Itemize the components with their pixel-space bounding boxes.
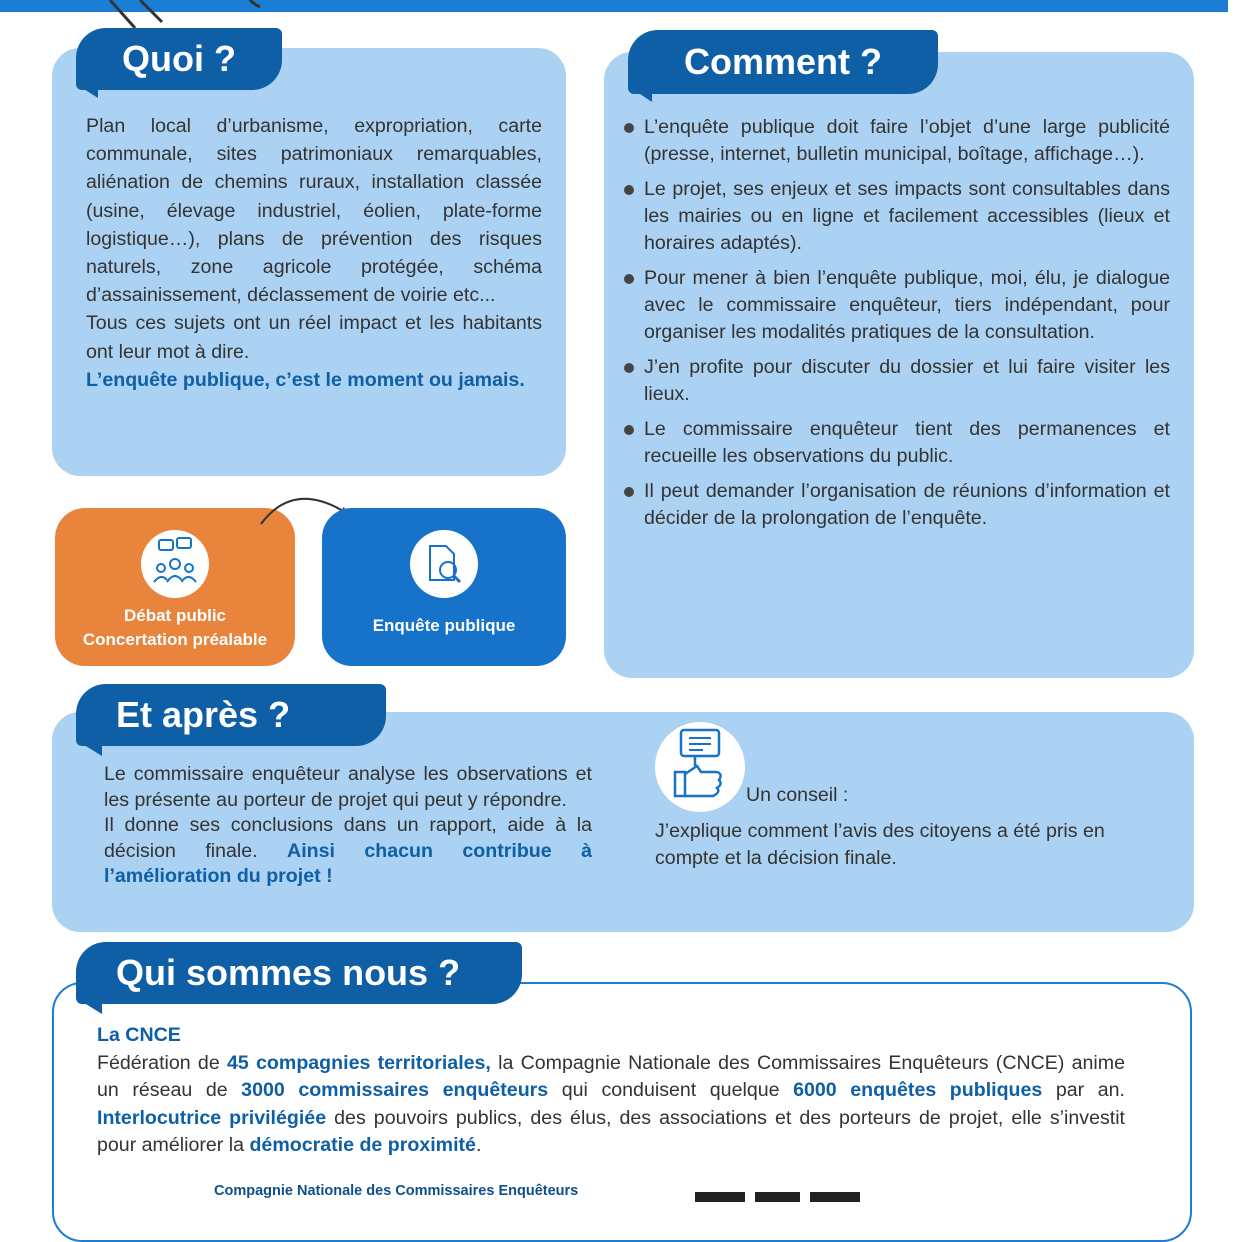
quoi-title-tab xyxy=(76,28,282,90)
qui-text-part: qui conduisent quelque xyxy=(548,1079,794,1102)
enquete-publique-card xyxy=(322,508,566,666)
comment-title: Comment ? xyxy=(684,41,882,82)
debat-line-2: Concertation préalable xyxy=(82,630,268,649)
debat-public-card xyxy=(55,508,295,666)
footer-logo-icon xyxy=(695,1190,860,1202)
qui-paragraph xyxy=(97,1050,1125,1160)
quoi-paragraph-1: Plan local d’urbanisme, expropriation, carte communale, sites patrimoniaux remarquables, aliénation de chemins ruraux, installation classée (usine, élevage industriel, éolien, plate-forme logistique…), plans de prévention des risques naturels, zone agricole protégée, schéma d’assainissement, déclassement de voirie etc... xyxy=(86,115,542,307)
conseil-title: Un conseil : xyxy=(746,784,849,806)
qui-highlight: 45 compagnies territoriales, xyxy=(226,1051,491,1074)
comment-item: Le projet, ses enjeux et ses impacts sont consultables dans les mairies ou en ligne et facilement accessibles (lieux et horaires adaptés). xyxy=(622,176,1170,257)
quoi-paragraph-2: Tous ces sujets ont un réel impact et les habitants ont leur mot à dire. xyxy=(86,312,542,363)
qui-subtitle: La CNCE xyxy=(97,1024,181,1046)
apres-title: Et après ? xyxy=(116,694,291,735)
footer-org-name: Compagnie Nationale des Commissaires Enquêteurs xyxy=(214,1183,579,1199)
qui-highlight: Interlocutrice privilégiée xyxy=(97,1106,327,1129)
comment-list xyxy=(622,114,1170,540)
debat-icon-circle xyxy=(141,530,209,598)
quoi-text xyxy=(86,112,542,394)
comment-item: J’en profite pour discuter du dossier et lui faire visiter les lieux. xyxy=(622,354,1170,408)
quoi-title: Quoi ? xyxy=(122,38,236,79)
enquete-icon-circle xyxy=(410,530,478,598)
document-search-icon xyxy=(410,530,478,598)
speech-bubbles-people-icon xyxy=(141,530,209,598)
qui-text-part: la Compagnie Nationale des Commissaires Enquêteurs (CNCE) anime un réseau de xyxy=(97,1051,1125,1102)
qui-highlight: 3000 commissaires enquêteurs xyxy=(241,1079,549,1102)
apres-title-tab xyxy=(76,684,386,746)
comment-item: L’enquête publique doit faire l’objet d’une large publicité (presse, internet, bulletin municipal, boîtage, affichage…). xyxy=(622,114,1170,168)
apres-paragraph-2 xyxy=(104,813,592,890)
conseil-icon-circle xyxy=(655,722,745,812)
comment-item: Le commissaire enquêteur tient des permanences et recueille les observations du public. xyxy=(622,416,1170,470)
comment-item: Pour mener à bien l’enquête publique, moi, élu, je dialogue avec le commissaire enquêteur, tiers indépendant, pour organiser les modalités pratiques de la consultation. xyxy=(622,265,1170,346)
apres-paragraph-1: Le commissaire enquêteur analyse les observations et les présente au porteur de projet qui peut y répondre. xyxy=(104,763,592,811)
apres-text xyxy=(104,762,592,890)
conseil-text: J’explique comment l’avis des citoyens a été pris en compte et la décision finale. xyxy=(655,820,1105,869)
qui-text-part: des pouvoirs publics, des élus, des associations et des porteurs de projet, elle s’investit pour améliorer la xyxy=(97,1106,1125,1157)
quoi-highlight: L’enquête publique, c’est le moment ou jamais. xyxy=(86,368,525,391)
apres-highlight: Ainsi chacun contribue à l’amélioration du projet ! xyxy=(104,839,592,888)
debat-line-1: Débat public xyxy=(123,606,226,625)
qui-text-part: Fédération de xyxy=(97,1051,227,1074)
qui-highlight: 6000 enquêtes publiques xyxy=(793,1079,1043,1102)
enquete-label: Enquête publique xyxy=(372,616,516,635)
qui-title-tab xyxy=(76,942,522,1004)
comment-item: Il peut demander l’organisation de réunions d’information et décider de la prolongation de l’enquête. xyxy=(622,478,1170,532)
apres-paragraph-2-text: Il donne ses conclusions dans un rapport, aide à la décision finale. xyxy=(104,814,592,862)
qui-text-part: . xyxy=(475,1134,482,1157)
qui-highlight: démocratie de proximité xyxy=(249,1134,476,1157)
comment-title-tab xyxy=(628,30,938,94)
qui-text-part: par an. xyxy=(1042,1079,1125,1102)
thumbs-up-feedback-icon xyxy=(655,722,745,812)
qui-title: Qui sommes nous ? xyxy=(116,952,461,993)
qui-text xyxy=(97,1022,1125,1160)
